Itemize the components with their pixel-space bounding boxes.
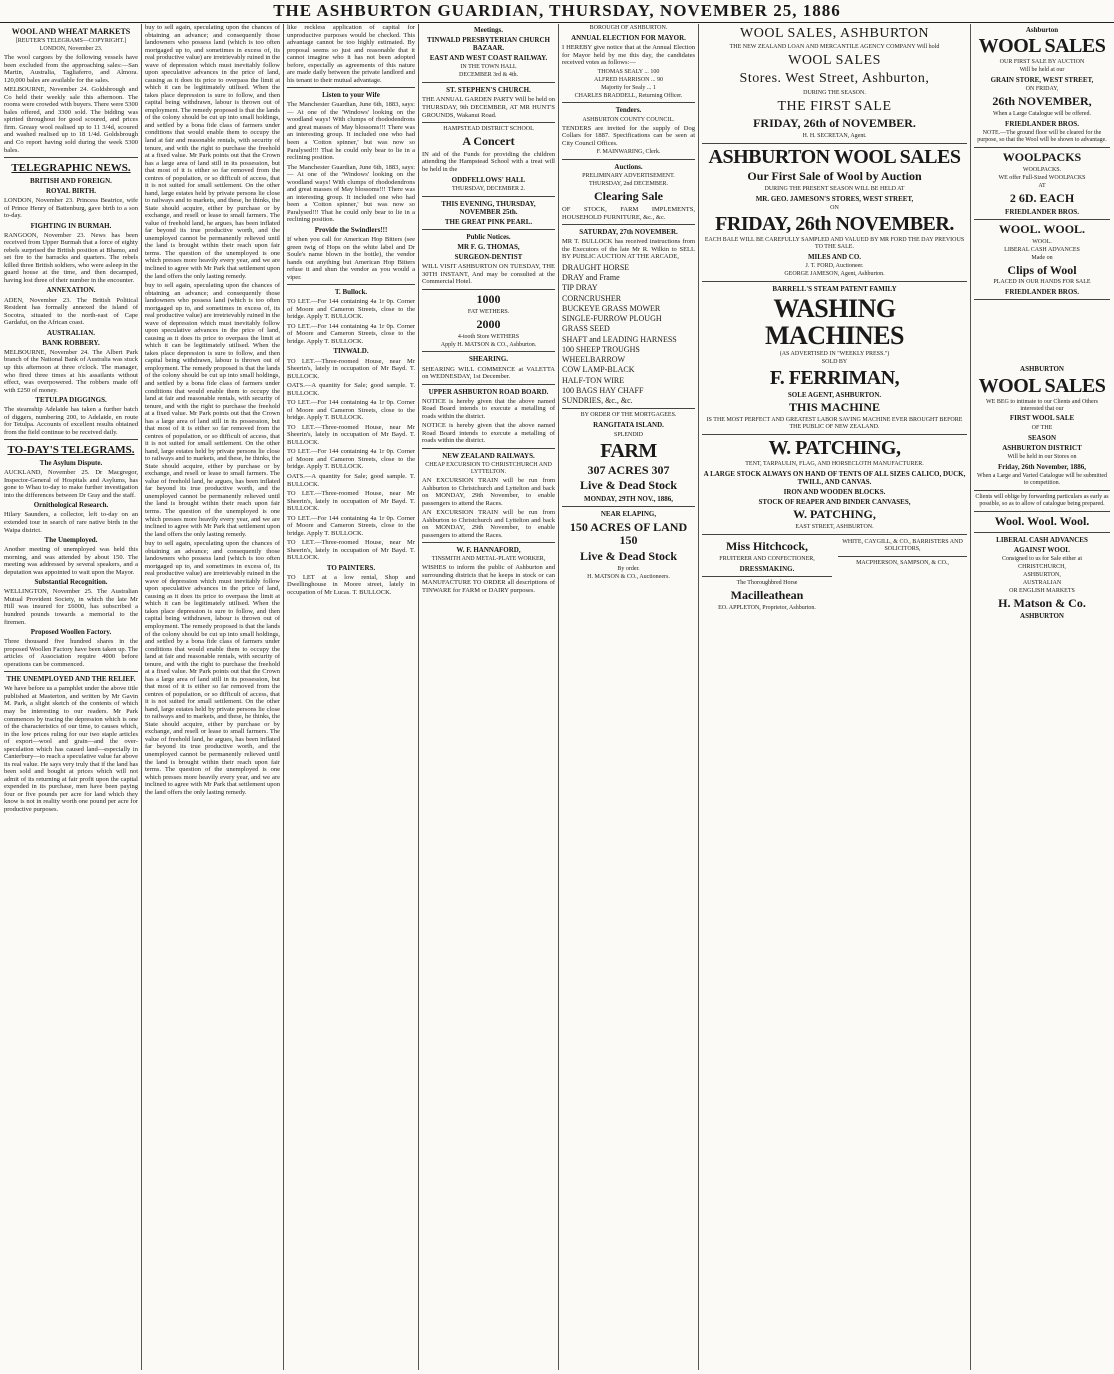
advert-line: LIBERAL CASH ADVANCES (1004, 246, 1080, 253)
advert-title: A Concert (462, 134, 515, 148)
advert-title: Live & Dead Stock (580, 478, 677, 493)
article-text: ADEN, November 23. The British Political Resident has formally annexed the island of Socotra, situated to the north-east of Cape Gardafui, on the African coast. (4, 296, 138, 327)
advert-text: AN EXCURSION TRAIN will be run from Ashburton to Christchurch and Lyttelton and back on MONDAY, 29th November, to enable passengers to attend the Races. (422, 476, 555, 507)
sub-heading: Substantial Recognition. (34, 578, 108, 587)
sub-heading: BANK ROBBERY. (42, 338, 100, 347)
advert-line: THURSDAY, 2nd DECEMBER. (588, 181, 668, 188)
advert-title: ST. STEPHEN'S CHURCH. (446, 86, 531, 95)
advert-text: AN EXCURSION TRAIN will be run from Ashburton to Christchurch and Lyttelton and back on MONDAY, 29th November, to enable passengers to attend the Races. (422, 509, 555, 539)
advert-line: EO. APPLETON, Proprietor, Ashburton. (718, 605, 816, 612)
advert-line: THURSDAY, DECEMBER 2. (451, 185, 525, 192)
advert-title: 150 ACRES OF LAND 150 (569, 519, 688, 548)
advert-line: H. MATSON & CO., Auctioneers. (587, 574, 670, 581)
advert-line: FRIEDLANDER BROS. (1005, 119, 1079, 128)
divider (974, 490, 1110, 491)
divider (974, 511, 1110, 512)
advert-title: THE FIRST SALE (777, 98, 892, 114)
auction-item: 100 BAGS HAY CHAFF (562, 385, 644, 395)
sub-heading: Listen to your Wife (322, 91, 380, 100)
advert-title: FARM (600, 439, 657, 462)
advert-title: W. F. HANNAFORD, (456, 546, 521, 555)
column-7 (974, 24, 1110, 1370)
advert-title: W. PATCHING, (768, 437, 901, 460)
advert-line: FRIEDLANDER BROS. (1005, 288, 1079, 297)
advert-title: MR F. G. THOMAS, (457, 243, 520, 251)
divider (562, 224, 695, 225)
sub-heading: Provide the Swindlers!!! (314, 225, 388, 234)
article-text: buy to sell again, speculating upon the chances of obtaining an advance; and consequently those landowners who possess land (which is too often mortgaged up to, and sometimes in excess of, its real productive value) are irretrievably ruined in the wave of depression which must inevitably follow upon speculative advances in the price of land, causing as it does its price to overpass the limit at which it can be legitimately utilised. When the takes place depression is sure to follow, and then capital being withdrawn, labour is thrown out of employment. The remedy proposed is that the lands of the colony should be cut up into small holdings, and settled by a bona fide class of farmers under conditions that would enable them to occupy the land at fair and reasonable rentals, with security of tenure, and with the right to purchase the freehold at a fixed value. Mr Park points out that the Crown has a large area of land still in its possession, but that most of it is either so far removed from the centres of population, or so difficult of access, that it is not suited for small settlement. On the other hand, large estates held by private persons lie close to railways and to markets, and these, he thinks, the State should acquire, either by purchase or by exchange, and resell or lease to small farmers. The value of freehold land, he argues, has been inflated far beyond its true productive worth, and the unemployed cannot be permanently relieved until the land is brought within their reach upon fair terms. The question of the unemployed is one which presses more heavily every year, and we are inclined to agree with Mr Park that settlement upon the land offers the only lasting remedy. (145, 24, 280, 280)
advert-text: TO LET.—For 144 containing 4a 1r 0p. Corner of Moore and Cameron Streets, close to the bridge. Apply T. BULLOCK. (287, 322, 415, 345)
advert-line: PLACED IN OUR HANDS FOR SALE (993, 279, 1091, 286)
advert-text: THE ANNUAL GARDEN PARTY Will be held on THURSDAY, 9th DECEMBER, AT MR HUNT'S GROUNDS, Wakanui Road. (422, 96, 555, 119)
advert-line: OF THE (1031, 424, 1053, 431)
spacer (974, 303, 1110, 363)
advert-line: DRESSMAKING. (739, 565, 795, 574)
advert-line: AT (1038, 182, 1046, 189)
advert-title: SHEARING. (468, 355, 509, 364)
auction-item: 100 SHEEP TROUGHS (562, 344, 640, 354)
divider (4, 439, 138, 440)
auction-item: SUNDRIES, &c., &c. (562, 396, 633, 406)
divider (974, 532, 1110, 533)
advert-text: NOTICE is hereby given that the above named Road Board intends to execute a metalling of roads within the district. (422, 422, 555, 445)
advert-title: W. PATCHING, (793, 507, 876, 522)
advert-line: F. MAINWARING, Clerk. (596, 149, 661, 156)
advert-title: SATURDAY, 27th NOVEMBER. (579, 228, 678, 237)
advert-line: H. H. SECRETAN, Agent. (802, 132, 867, 139)
advert-line: CHARLES BRADDELL, Returning Officer. (574, 92, 683, 99)
advert-text: SHEARING WILL COMMENCE at VALETTA on WEDNESDAY, 1st December. (422, 365, 555, 381)
divider (702, 576, 832, 577)
advert-title: TINWALD PRESBYTERIAN CHURCH BAZAAR. (427, 36, 550, 53)
column-rule (141, 24, 142, 1370)
advert-title: UPPER ASHBURTON ROAD BOARD. (428, 387, 549, 396)
divider (287, 284, 415, 285)
article-text: WELLINGTON, November 25. The Australian Mutual Provident Society, in which the late Mr Hill was insured for £6000, has subscribed a hundred pounds towards a memorial to the firemen. (4, 588, 138, 626)
advert-title: H. Matson & Co. (998, 595, 1086, 610)
divider (702, 534, 967, 535)
advert-title: ANNUAL ELECTION FOR MAYOR. (571, 33, 686, 42)
advert-text: TENDERS are invited for the supply of Dog Collars for 1887. Specifications can be seen at City Council Offices. (562, 124, 695, 147)
divider (422, 122, 555, 123)
divider (422, 448, 555, 449)
advert-line: ODDFELLOWS' HALL (451, 175, 526, 184)
advert-line: LIBERAL CASH ADVANCES (996, 535, 1088, 544)
advert-text: TO LET.—For 144 containing 4a 1r 0p. Corner of Moore and Cameron Streets, close to the bridge. Apply T. BULLOCK. (287, 514, 415, 537)
column-5 (562, 24, 695, 1370)
auction-list (562, 263, 695, 406)
divider (4, 671, 138, 672)
advert-line: EACH BALE WILL BE CAREFULLY SAMPLED AND VALUED BY MR FORD THE DAY PREVIOUS TO THE SALE. (704, 236, 965, 250)
divider (562, 506, 695, 507)
advert-title: Macilleathean (730, 588, 804, 603)
advert-line: OR ENGLISH MARKETS (1009, 587, 1075, 594)
column-rule (418, 24, 419, 1370)
advert-line: SOLE AGENT, ASHBURTON. (787, 391, 882, 400)
article-text: buy to sell again, speculating upon the chances of obtaining an advance; and consequently those landowners who possess land (which is too often mortgaged up to, and sometimes in excess of, its real productive value) are irretrievably ruined in the wave of depression which must inevitably follow upon speculative advances in the price of land, causing as it does its price to overpass the limit at which it can be legitimately utilised. When the takes place depression is sure to follow, and then capital being withdrawn, labour is thrown out of employment. The remedy proposed is that the lands of the colony should be cut up into small holdings, and settled by a bona fide class of farmers under conditions that would enable them to occupy the land at fair and reasonable rentals, with security of tenure, and with the right to purchase the freehold at a fixed value. Mr Park points out that the Crown has a large area of land still in its possession, but that most of it is either so far removed from the centres of population, or so difficult of access, that it is not suited for small settlement. On the other hand, large estates held by private persons lie close to railways and to markets, and these, he thinks, the State should acquire, either by purchase or by exchange, and resell or lease to small farmers. The value of freehold land, he argues, has been inflated far beyond its true productive worth, and the unemployed cannot be permanently relieved until the land is brought within their reach upon fair terms. The question of the unemployed is one which presses more heavily every year, and we are inclined to agree with Mr Park that settlement upon the land offers the only lasting remedy. (145, 282, 280, 538)
advert-line: DECEMBER 3rd & 4th. (458, 72, 518, 79)
column-3 (287, 24, 415, 1370)
advert-title: Live & Dead Stock (580, 549, 677, 564)
auction-item: DRAY and Frame (562, 273, 620, 283)
advert-line: Made on (1031, 254, 1053, 261)
auction-item: SINGLE-FURROW PLOUGH (562, 314, 662, 324)
sub-heading: Auctions. (614, 163, 643, 172)
advert-text: TO LET.—For 144 containing 4a 1r 0p. Corner of Moore and Cameron Streets, close to the bridge. Apply T. BULLOCK. (287, 298, 415, 321)
advert-text: WISHES to inform the public of Ashburton and surrounding districts that he keeps in stock or can MANUFACTURE TO ORDER all descriptions of TINWARE for FARM or DAIRY purposes. (422, 564, 555, 594)
advert-text: TO LET.—Three-roomed House, near Mr Sheerin's, lately in occupation of Mr Bayd. T. BULLOCK. (287, 357, 415, 380)
advert-line: Friday, 26th November, 1886, (997, 462, 1087, 471)
advert-line: A LARGE STOCK ALWAYS ON HAND OF TENTS OF ALL SIZES CALICO, DUCK, TWILL, AND CANVAS. (703, 470, 966, 487)
advert-title: Clearing Sale (594, 189, 663, 204)
advert-line: ON (830, 204, 839, 211)
advert-line: STOCK OF REAPER AND BINDER CANVASES, (758, 498, 911, 507)
column-rule (970, 24, 971, 1370)
advert-line: ASHBURTON COUNTY COUNCIL. (582, 116, 675, 123)
advert-line: WE offer Full-Sized WOOLPACKS (998, 174, 1086, 181)
advert-line: Will be held at our (1019, 67, 1065, 74)
column-rule (283, 24, 284, 1370)
advert-line: PRELIMINARY ADVERTISEMENT. (582, 173, 675, 180)
divider (422, 542, 555, 543)
advert-line: BY ORDER OF THE MORTGAGEES. (580, 412, 677, 419)
advert-title: Our First Sale of Wool by Auction (747, 168, 922, 183)
advert-line: DURING THE PRESENT SEASON WILL BE HELD AT (764, 185, 905, 192)
divider (287, 87, 415, 88)
divider (422, 384, 555, 385)
divider (702, 143, 967, 144)
advert-number: 2000 (476, 316, 501, 331)
auction-item: SHAFT and LEADING HARNESS (562, 334, 677, 344)
advert-title: RANGITATA ISLAND. (593, 421, 664, 430)
advert-line: Clients will oblige by forwarding particulars as early as possible, so as to allow of catalogue being prepared. (975, 493, 1109, 507)
masthead: THE ASHBURTON GUARDIAN, THURSDAY, NOVEMBER 25, 1886 (0, 0, 1114, 23)
advert-title: FRIDAY, 26th NOVEMBER. (715, 212, 954, 235)
advert-title: WOOLPACKS (1002, 149, 1082, 164)
advert-title: 2 6D. EACH (1009, 190, 1075, 205)
advert-line: IRON AND WOODEN BLOCKS. (783, 488, 886, 497)
advert-line: CHEAP EXCURSION TO CHRISTCHURCH AND LYTTELTON. (425, 462, 552, 476)
divider (562, 159, 695, 160)
article-text: The wool cargoes by the following vessels have been excluded from the approaching sales:—San Martin, Australia, Tagliaferro, and Almora. 120,000 bales are available for the sales. (4, 54, 138, 84)
advert-line: THE NEW ZEALAND LOAN AND MERCANTILE AGENCY COMPANY Will hold (729, 44, 940, 51)
advert-line: ASHBURTON DISTRICT (1002, 443, 1082, 452)
article-text: If when you call for American Hop Bitters (see green twig of Hops on the white label and Dr Soule's name blown in the bottle), the vendor hands out anything but American Hop Bitters refuse it and shun the vendor as you would a viper. (287, 235, 415, 281)
advert-title: WOOL SALES, ASHBURTON (740, 26, 929, 41)
vote-row: ALFRED HARRISON ... 90 (593, 76, 663, 83)
divider (974, 299, 1110, 300)
advert-title: THE GREAT PINK PEARL. (444, 217, 533, 226)
column-6 (702, 24, 967, 1370)
divider (974, 219, 1110, 220)
advert-number: 1000 (476, 291, 501, 306)
advert-line: (AS ADVERTISED IN "WEEKLY PRESS.") (779, 351, 890, 358)
advert-title: ASHBURTON WOOL SALES (708, 145, 961, 168)
advert-line: GRAIN STORE, WEST STREET, (990, 76, 1094, 85)
column-2 (145, 24, 280, 1370)
advert-line: EAST STREET, ASHBURTON. (795, 524, 874, 531)
auction-item: TIP DRAY (562, 283, 598, 293)
sub-heading: AUSTRALIAN. (46, 328, 96, 337)
advert-title: FRIDAY, 26th of NOVEMBER. (753, 115, 916, 130)
article-text: Hilary Saunders, a collector, left to-day on an extended tour in search of rare native birds in the Waipa district. (4, 511, 138, 534)
divider (4, 157, 138, 158)
sub-heading: Tenders. (615, 106, 642, 115)
auction-item: DRAUGHT HORSE (562, 262, 630, 272)
advert-title: WASHING MACHINES (764, 293, 904, 350)
section-heading: TELEGRAPHIC NEWS. (11, 162, 131, 175)
advert-block (702, 538, 832, 613)
article-text: buy to sell again, speculating upon the chances of obtaining an advance; and consequently those landowners who possess land (which is too often mortgaged up to, and sometimes in excess of, its real productive value) are irretrievably ruined in the wave of depression which must inevitably follow upon speculative advances in the price of land, causing as it does its price to overpass the limit at which it can be legitimately utilised. When the takes place depression is sure to follow, and then capital being withdrawn, labour is thrown out of employment. The remedy proposed is that the lands of the colony should be cut up into small holdings, and settled by a bona fide class of farmers under conditions that would enable them to occupy the land at fair and reasonable rentals, with security of tenure, and with the right to purchase the freehold at a fixed value. Mr Park points out that the Crown has a large area of land still in its possession, but that most of it is either so far removed from the centres of population, or so difficult of access, that it is not suited for small settlement. On the other hand, large estates held by private persons lie close to railways and to markets, and these, he thinks, the State should acquire, either by purchase or by exchange, and resell or lease to small farmers. The value of freehold land, he argues, has been inflated far beyond its true productive worth, and the unemployed cannot be permanently relieved until the land is brought within their reach upon fair terms. The question of the unemployed is one which presses more heavily every year, and we are inclined to agree with Mr Park that settlement upon the land offers the only lasting remedy. (145, 540, 280, 796)
advert-line: WHITE, CAYGILL, & CO., BARRISTERS AND SOLICITORS, (842, 539, 963, 553)
advert-line: TENT, TARPAULIN, FLAG, AND HORSECLOTH MANUFACTURER. (745, 461, 924, 468)
article-text: MELBOURNE, November 24. Goldsbrough and Co held their weekly sale this afternoon. The rooms were crowded with buyers. There were 5300 bales offered, and 3300 sold. The bidding was spirited throughout for good scoured, and prices firm. Greasy wool realised up to 11 3/4d, scoured and washed realised up to 18 1/4d. Goldsbrough and Co report having sold during the week 5300 bales. (4, 86, 138, 154)
divider (974, 147, 1110, 148)
advert-title: NEAR ELAPING, (600, 510, 657, 519)
auction-item: HALF-TON WIRE (562, 375, 625, 385)
advert-text: OATS.—A quantity for Sale; good sample. T. BULLOCK. (287, 473, 415, 488)
sub-heading: Public Notices. (466, 232, 511, 241)
sub-heading: BRITISH AND FOREIGN. (30, 176, 112, 185)
sub-heading: ANNEXATION. (46, 286, 96, 295)
advert-line: MACPHERSON, SAMPSON, & CO., (856, 560, 949, 567)
sub-heading: TINWALD. (333, 347, 369, 356)
article-text: The Manchester Guardian, June 6th, 1883, says:— At one of the 'Windows' looking on the woodland ways! With clumps of rhododendrons and great masses of May blossoms!!! There was an interesting group. It included one who had been a 'Cotton spinner,' but was now so Paralysed!!! That he could only bear to lie in a reclining position. (287, 163, 415, 224)
advert-line: MILES AND CO. (807, 252, 862, 261)
advert-line: MONDAY, 29TH NOV., 1886, (583, 495, 673, 504)
divider (702, 434, 967, 435)
advert-line: WOOLPACKS. (1022, 166, 1062, 173)
advert-line: MR. GEO. JAMESON'S STORES, WEST STREET, (755, 194, 914, 203)
advert-line: SPLENDID (613, 431, 643, 438)
article-text: The Manchester Guardian, June 6th, 1883, says:— At one of the 'Windows' looking on the woodland ways! With clumps of rhododendrons and great masses of May blossoms!!! There was an interesting group. It included one who had been a 'Cotton spinner,' but was now so Paralysed!!! That he could only bear to lie in a reclining position. (287, 101, 415, 162)
sub-heading: The Unemployed. (44, 536, 98, 545)
advert-line: IN THE TOWN HALL (460, 64, 517, 71)
sub-heading: FIGHTING IN BURMAH. (30, 221, 112, 230)
advert-line: WE BEG to intimate to our Clients and Others interested that our (986, 398, 1098, 412)
advert-line: AUSTRALIAN (1022, 579, 1062, 586)
advert-line: GEORGE JAMESON, Agent, Ashburton. (784, 270, 885, 277)
advert-title: 26th NOVEMBER, (992, 94, 1092, 109)
divider (562, 408, 695, 409)
divider (422, 229, 555, 230)
divider (422, 196, 555, 197)
advert-line: IS THE MOST PERFECT AND GREATEST LABOR SAVING MACHINE EVER BROUGHT BEFORE THE PUBLIC OF NEW ZEALAND. (706, 417, 963, 431)
section-heading: TO-DAY'S TELEGRAMS. (7, 444, 135, 457)
column-4 (422, 24, 555, 1370)
advert-title: Clips of Wool (1007, 262, 1077, 277)
advert-line: FRIEDLANDER BROS. (1005, 207, 1079, 216)
advert-line: FRUITERER AND CONFECTIONER, (719, 556, 815, 563)
advert-title: Miss Hitchcock, (726, 539, 808, 554)
article-text: Three thousand five hundred shares in the proposed Woollen Factory have been taken up. The articles of Association require 4000 before operations can be commenced. (4, 638, 138, 668)
advert-title: Wool. Wool. Wool. (994, 513, 1090, 528)
advert-title: F. FERRIMAN, (769, 367, 900, 390)
advert-title: 307 ACRES 307 (587, 462, 670, 477)
advert-text: TO LET.—For 144 containing 4a 1r 0p. Corner of Moore and Cameron Streets, close to the bridge. Apply T. BULLOCK. (287, 399, 415, 422)
advert-line: When a Large and Varied Catalogue will be submitted to competition. (976, 472, 1108, 486)
sub-heading: THE UNEMPLOYED AND THE RELIEF. (6, 675, 136, 684)
article-text: MELBOURNE, November 24. The Albert Park branch of the National Bank of Australia was stuck up this afternoon at three o'clock. The manager, who fired three times at his assailants without effect, was overpowered. The robbers made off with £250 of money. (4, 348, 138, 394)
advert-line: Consigned to us for Sale either at (1002, 555, 1082, 562)
advert-line: Apply H. MATSON & CO., Ashburton. (440, 341, 537, 348)
advert-title: SURGEON-DENTIST (454, 253, 523, 262)
sub-heading: Ornithological Research. (33, 501, 109, 510)
bottom-adverts (702, 538, 967, 613)
divider (422, 351, 555, 352)
advert-text: TO LET.—Three-roomed House, near Mr Sheerin's, lately in occupation of Mr Bayd. T. BULLOCK. (287, 423, 415, 446)
article-text: LONDON, November 23. Princess Beatrice, wife of Prince Henry of Battenburg, gave birth to a son to-day. (4, 197, 138, 220)
vote-row: THOMAS SEALY ... 100 (597, 68, 660, 75)
sub-heading: Meetings. (474, 26, 503, 34)
advert-line: HAMPSTEAD DISTRICT SCHOOL (443, 126, 534, 133)
article-text: like reckless application of capital for unproductive purposes would be checked. This advantage cannot be too highly estimated. By proposal seems so just and reasonable that it cannot imagine who it has not been adopted before, especially as agreements of this nature are made daily between the private landlord and his tenant to their mutual advantage. (287, 24, 415, 84)
advert-title: THIS MACHINE (788, 400, 880, 415)
advert-text: IN aid of the Funds for providing the children attending the Hampstead School with a treat will be held in the (422, 150, 555, 173)
advert-block (838, 538, 967, 613)
advert-line: WOOL. (1032, 238, 1052, 245)
advert-title: NEW ZEALAND RAILWAYS. (442, 451, 535, 460)
advert-line: TINSMITH AND METAL-PLATE WORKER, (431, 556, 546, 563)
divider (838, 556, 967, 557)
divider (422, 289, 555, 290)
advert-line: By order. (617, 566, 640, 573)
advert-text: TO LET.—Three-roomed House, near Mr Sheerin's, lately in occupation of Mr Bayd. T. BULLOCK. (287, 539, 415, 562)
advert-title: THIS EVENING, THURSDAY, NOVEMBER 25th. (441, 199, 536, 216)
advert-line: Ashburton (1025, 26, 1059, 34)
advert-line: SOLD BY (821, 359, 848, 366)
advert-title: WOOL SALES (788, 53, 881, 69)
article-text: We have before us a pamphlet under the above title published at Masterton, and written by Mr Gavin M. Park, a slight sketch of the contents of which may be interesting to our readers. Mr Park commences by tracing the depression which is one of the characteristics of our time, to causes which, in the low prices ruling for our two staple articles of export—wool and grain—and the over-speculation which has caused land—especially in Canterbury—to reach a speculative value far above its real value. He says very truly that if the land has been sold and bought at prices which will not admit of its returning at fair profit upon the capital expended in its purchase, men have been paying four or five pounds per acre for land which they know is not in reality worth one pound per acre for productive purposes. (4, 685, 138, 813)
divider (422, 82, 555, 83)
advert-text: TO LET.—Three-roomed House, near Mr Sheerin's, lately in occupation of Mr Bayd. T. BULLOCK. (287, 490, 415, 513)
advert-line: The Thoroughbred Horse (736, 580, 798, 587)
advert-line: Will be held in our Stores on (1007, 453, 1077, 460)
advert-line: FAT WETHERS. (467, 308, 510, 315)
advert-line: 4-tooth Store WETHERS (457, 333, 520, 340)
advert-title: Stores. West Street, Ashburton, (739, 71, 930, 87)
advert-text: TO LET at a low rental, Shop and Dwellinghouse in Moore street, lately in occupation of Mr Lucas. T. BULLOCK. (287, 573, 415, 597)
column-1 (4, 24, 138, 1370)
auction-item: COW LAMP-BLACK (562, 365, 635, 375)
sub-heading: Proposed Woollen Factory. (30, 628, 112, 637)
advert-line: When a Large Catalogue will be offered. (993, 110, 1091, 117)
section-heading: WOOL AND WHEAT MARKETS (11, 27, 131, 36)
article-text: Another meeting of unemployed was held this morning, and was attended by about 150. The meeting was addressed by several speakers, and a deputation was appointed to wait upon the Mayor. (4, 546, 138, 576)
advert-title: WOOL SALES (978, 35, 1106, 58)
advert-line: FIRST WOOL SALE (1009, 414, 1075, 423)
advert-text: OATS.—A quantity for Sale; good sample. T. BULLOCK. (287, 382, 415, 397)
advert-line: ASHBURTON (1020, 365, 1064, 374)
advert-line: NOTE.—The ground floor will be cleared for the purpose, so that the Wool will be shown to advantage. (977, 130, 1107, 143)
advert-line: CHRISTCHURCH, (1018, 563, 1066, 570)
advert-line: SEASON (1027, 433, 1056, 442)
divider (562, 102, 695, 103)
advert-line: OUR FIRST SALE BY AUCTION (999, 59, 1085, 66)
advert-line: BARRELL'S STEAM PATENT FAMILY (772, 284, 897, 293)
sub-heading: ROYAL BIRTH. (45, 186, 97, 195)
advert-title: WOOL SALES (978, 374, 1106, 397)
divider (702, 281, 967, 282)
advert-title: EAST AND WEST COAST RAILWAY. (429, 54, 548, 63)
article-text: RANGOON, November 23. News has been received from Upper Burmah that a force of eighty rebels surprised the British position at Bhamo, and set fire to the barracks and quarters. The rebels killed three British soldiers, who were asleep in the guard house at the time, and then decamped, having lost three of their number in the encounter. (4, 231, 138, 284)
advert-line: Majority for Sealy ... 1 (601, 84, 656, 91)
sub-heading: The Asylum Dispute. (39, 459, 103, 468)
advert-line: J. T. FORD, Auctioneer. (805, 262, 864, 269)
column-rule (698, 24, 699, 1370)
advert-text: WILL VISIT ASHBURTON ON TUESDAY, THE 30TH INSTANT, And may be consulted at the Commercial Hotel. (422, 263, 555, 286)
auction-item: GRASS SEED (562, 324, 610, 334)
sub-heading: TETULPA DIGGINGS. (35, 396, 107, 405)
advert-text: NOTICE is hereby given that the above named Road Board intends to execute a metalling of roads within the district. (422, 397, 555, 420)
sub-heading: T. Bullock. (334, 288, 368, 297)
advert-line: BOROUGH OF ASHBURTON. (589, 25, 668, 31)
article-text: AUCKLAND, November 25. Dr Macgregor, Inspector-General of Hospitals and Asylums, has gone to Whau to-day to make further investigation into the differences between Dr Gray and the staff. (4, 469, 138, 499)
source-line: [REUTER'S TELEGRAMS—COPYRIGHT.] (15, 38, 127, 45)
advert-line: ASHBURTON, (1023, 571, 1061, 578)
advert-line: DURING THE SEASON. (803, 89, 866, 96)
sub-heading: TO PAINTERS. (326, 563, 376, 572)
advert-line: AGAINST WOOL (1014, 545, 1070, 554)
advert-text: MR T. BULLOCK has received instructions from the Executors of the late Mr R. Wilkin to SELL BY PUBLIC AUCTION AT THE ARCADE, (562, 238, 695, 261)
dateline: LONDON, November 23. (39, 46, 103, 53)
auction-item: BUCKEYE GRASS MOWER (562, 303, 661, 313)
advert-text: TO LET.—For 144 containing 4a 1r 0p. Corner of Moore and Cameron Streets, close to the bridge. Apply T. BULLOCK. (287, 448, 415, 471)
advert-title: WOOL. WOOL. (998, 221, 1086, 236)
auction-item: CORNCRUSHER (562, 293, 622, 303)
advert-line: ON FRIDAY, (1025, 86, 1059, 93)
column-rule (558, 24, 559, 1370)
advert-line: ASHBURTON (1020, 612, 1064, 621)
advert-text: OF STOCK, FARM IMPLEMENTS, HOUSEHOLD FURNITURE, &c., &c. (562, 206, 695, 221)
article-text: The steamship Adelaide has taken a further batch of diggers, numbering 200, to Adelaide, en route for Tetulpa. Accounts of excellent results obtained from the field continue to be received daily. (4, 406, 138, 436)
auction-item: WHEELBARROW (562, 355, 626, 365)
advert-text: I HEREBY give notice that at the Annual Election for Mayor held by me this day, the candidates received votes as follows:— (562, 44, 695, 67)
